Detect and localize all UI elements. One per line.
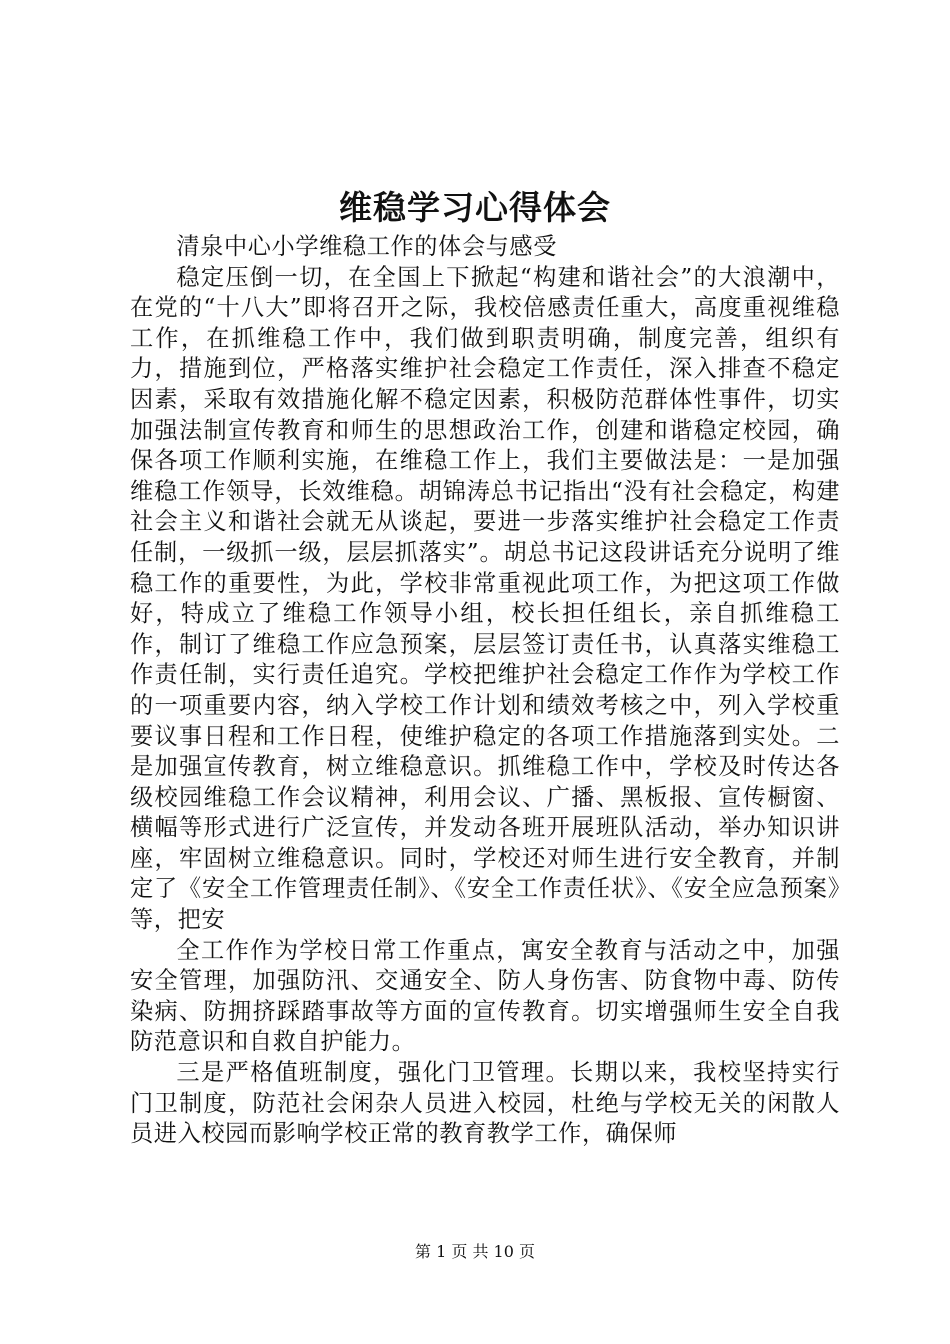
document-body [130, 232, 840, 1150]
subtitle-paragraph: 清泉中心小学维稳工作的体会与感受 [176, 233, 557, 260]
page-number-footer: 第 1 页 共 10 页 [415, 1242, 535, 1261]
document-title: 维稳学习心得体会 [339, 188, 611, 227]
body-paragraph-3: 三是严格值班制度，强化门卫管理。长期以来，我校坚持实行门卫制度，防范社会闲杂人员进入校园，杜绝与学校无关的闲散人员进入校园而影响学校正常的教育教学工作，确保师 [130, 1059, 840, 1148]
body-paragraph-1: 稳定压倒一切，在全国上下掀起“构建和谐社会”的大浪潮中，在党的“十八大”即将召开之际，我校倍感责任重大，高度重视维稳工作，在抓维稳工作中，我们做到职责明确，制度完善，组织有力，措施到位，严格落实维护社会稳定工作责任，深入排查不稳定因素，采取有效措施化解不稳定因素，积极防范群体性事件，切实加强法制宣传教育和师生的思想政治工作，创建和谐稳定校园，确保各项工作顺利实施，在维稳工作上，我们主要做法是：一是加强维稳工作领导，长效维稳。胡锦涛总书记指出“没有社会稳定，构建社会主义和谐社会就无从谈起，要进一步落实维护社会稳定工作责任制，一级抓一级，层层抓落实”。胡总书记这段讲话充分说明了维稳工作的重要性，为此，学校非常重视此项工作，为把这项工作做好，特成立了维稳工作领导小组，校长担任组长，亲自抓维稳工作，制订了维稳工作应急预案，层层签订责任书，认真落实维稳工作责任制，实行责任追究。学校把维护社会稳定工作作为学校工作的一项重要内容，纳入学校工作计划和绩效考核之中，列入学校重要议事日程和工作日程，使维护稳定的各项工作措施落到实处。二是加强宣传教育，树立维稳意识。抓维稳工作中，学校及时传达各级校园维稳工作会议精神，利用会议、广播、黑板报、宣传橱窗、横幅等形式进行广泛宣传，并发动各班开展班队活动，举办知识讲座，牢固树立维稳意识。同时，学校还对师生进行安全教育，并制定了《安全工作管理责任制》、《安全工作责任状》、《安全应急预案》等，把安 [130, 263, 840, 934]
body-paragraph-2: 全工作作为学校日常工作重点，寓安全教育与活动之中，加强安全管理，加强防汛、交通安全、防人身伤害、防食物中毒、防传染病、防拥挤踩踏事故等方面的宣传教育。切实增强师生安全自我防范意识和自救自护能力。 [130, 936, 840, 1056]
